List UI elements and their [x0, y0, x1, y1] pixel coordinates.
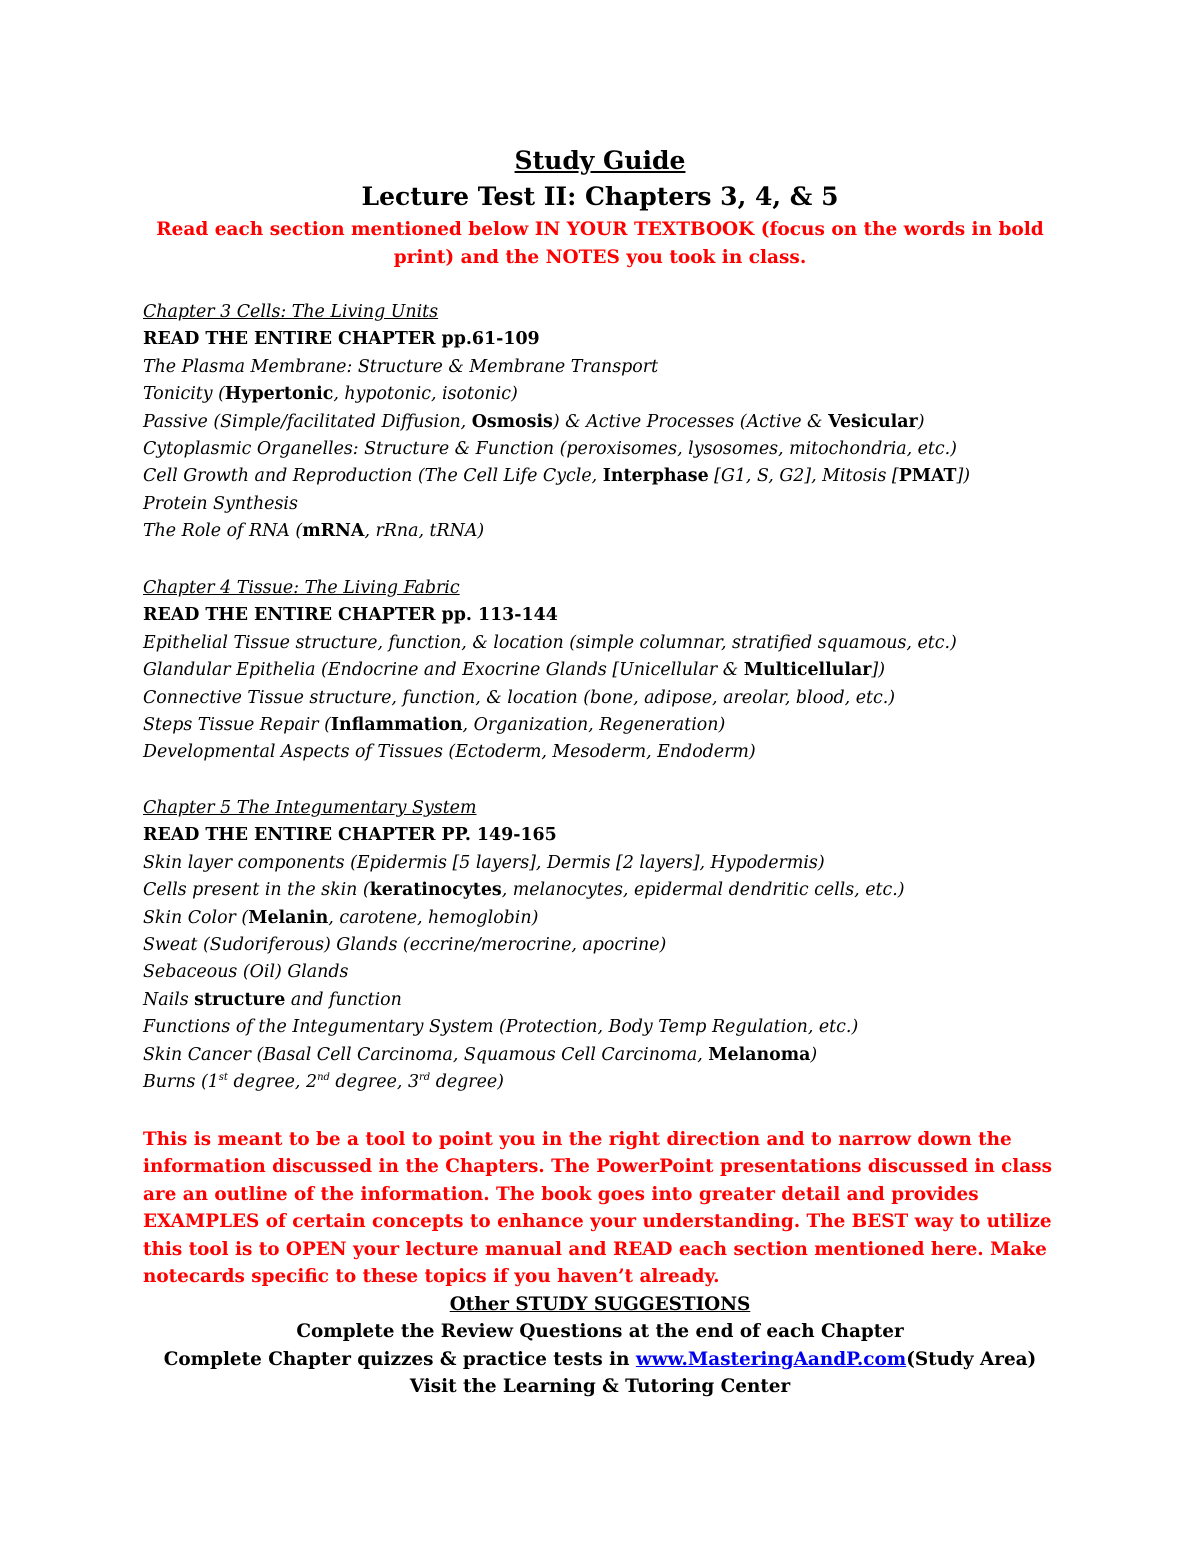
topic-line: Connective Tissue structure, function, & location (bone, adipose, areolar, blood, etc.) [143, 687, 896, 708]
topic-line: Skin layer components (Epidermis [5 layers], Dermis [2 layers], Hypodermis) [143, 852, 825, 873]
suggestion-item: Complete Chapter quizzes & practice tests in www.MasteringAandP.com(Study Area) [163, 1348, 1037, 1370]
closing-note: This is meant to be a tool to point you in the right direction and to narrow down the information discussed in the Chapters. The PowerPoint presentations discussed in class are an outline of the information. The book goes into greater detail and provides EXAMPLES of certain concepts to enhance your understanding. The BEST way to utilize this tool is to OPEN your lecture manual and READ each section mentioned here. Make notecards specific to these topics if you haven’t already. [143, 1129, 1052, 1288]
topic-line: Sweat (Sudoriferous) Glands (eccrine/merocrine, apocrine) [143, 935, 667, 956]
page-subtitle: Lecture Test II: Chapters 3, 4, & 5 [361, 182, 839, 211]
chapter-5-title: Chapter 5 The Integumentary System [143, 798, 477, 818]
chapter-4-title: Chapter 4 Tissue: The Living Fabric [143, 578, 460, 598]
chapter-3-read: READ THE ENTIRE CHAPTER pp.61-109 [143, 329, 540, 350]
chapter-4-read: READ THE ENTIRE CHAPTER pp. 113-144 [143, 605, 558, 626]
topic-line: Glandular Epithelia (Endocrine and Exocrine Glands [Unicellular & Multicellular]) [143, 660, 885, 681]
topic-line: Developmental Aspects of Tissues (Ectoderm, Mesoderm, Endoderm) [143, 742, 756, 763]
topic-line: Cells present in the skin (keratinocytes, melanocytes, epidermal dendritic cells, etc.) [143, 880, 905, 901]
topic-line: Skin Cancer (Basal Cell Carcinoma, Squamous Cell Carcinoma, Melanoma) [143, 1044, 818, 1065]
topic-line: Steps Tissue Repair (Inflammation, Organization, Regeneration) [143, 715, 726, 736]
suggestions-heading: Other STUDY SUGGESTIONS [449, 1294, 751, 1315]
chapter-4-section [143, 575, 1103, 767]
study-suggestions [0, 1291, 1200, 1401]
reading-instruction: Read each section mentioned below IN YOUR TEXTBOOK (focus on the words in bold print) and the NOTES you took in class. [156, 219, 1044, 268]
topic-line: Burns (1st degree, 2nd degree, 3rd degree) [143, 1072, 504, 1093]
mastering-link[interactable]: www.MasteringAandP.com [635, 1348, 907, 1370]
topic-line: Cytoplasmic Organelles: Structure & Function (peroxisomes, lysosomes, mitochondria, etc.) [143, 439, 957, 460]
chapter-5-read: READ THE ENTIRE CHAPTER PP. 149-165 [143, 825, 557, 846]
topic-line: Protein Synthesis [143, 493, 298, 514]
chapter-3-title: Chapter 3 Cells: The Living Units [143, 302, 439, 322]
topic-line: Sebaceous (Oil) Glands [143, 962, 349, 983]
topic-line: Skin Color (Melanin, carotene, hemoglobin) [143, 907, 539, 928]
topic-line: Tonicity (Hypertonic, hypotonic, isotonic) [143, 384, 518, 405]
topic-line: Cell Growth and Reproduction (The Cell Life Cycle, Interphase [G1, S, G2], Mitosis [PMAT]) [143, 466, 971, 487]
topic-line: The Role of RNA (mRNA, rRna, tRNA) [143, 521, 485, 542]
suggestion-item: Visit the Learning & Tutoring Center [409, 1376, 791, 1398]
chapter-5-section [143, 795, 1103, 1096]
page-title: Study Guide [514, 146, 686, 175]
chapter-3-section [143, 299, 1103, 546]
topic-line: Nails structure and function [143, 989, 402, 1010]
suggestion-item: Complete the Review Questions at the end of each Chapter [296, 1321, 904, 1343]
topic-line: Functions of the Integumentary System (Protection, Body Temp Regulation, etc.) [143, 1017, 859, 1038]
topic-line: Passive (Simple/facilitated Diffusion, Osmosis) & Active Processes (Active & Vesicular) [143, 411, 925, 432]
topic-line: Epithelial Tissue structure, function, & location (simple columnar, stratified squamous, etc.) [143, 632, 957, 653]
topic-line: The Plasma Membrane: Structure & Membrane Transport [143, 356, 659, 377]
